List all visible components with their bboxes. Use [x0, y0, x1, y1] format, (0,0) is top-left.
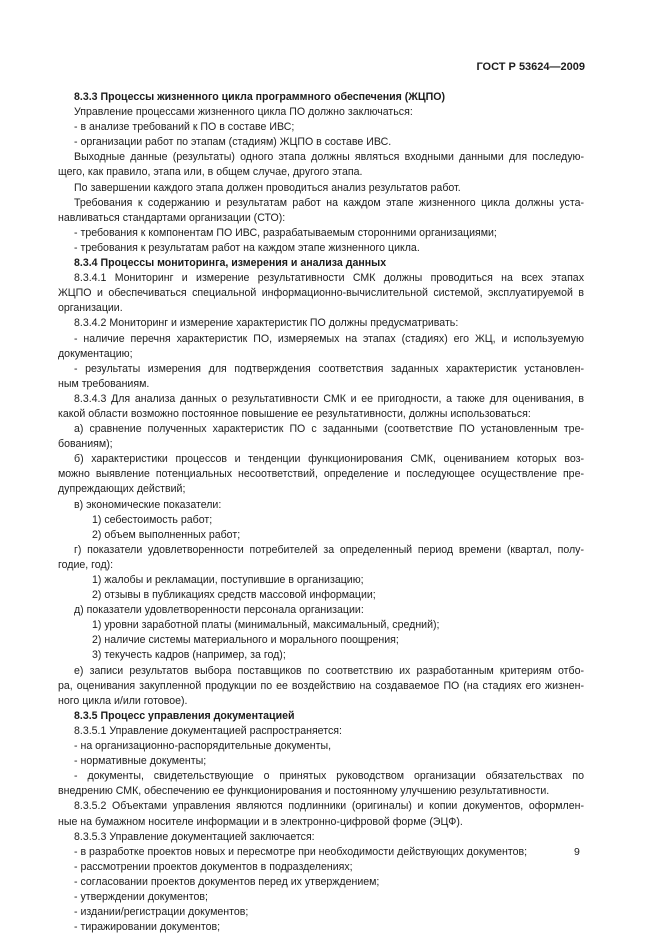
text-line: 1) жалобы и рекламации, поступившие в организацию;: [92, 574, 364, 586]
text-line: г) показатели удовлетворенности потребителей за определенный период времени (квартал, полу-: [74, 543, 584, 556]
text-line: е) записи результатов выбора поставщиков по соответствию их разработанным критериям отбо-: [74, 664, 584, 677]
text-line: а) сравнение полученных характеристик ПО с заданными (соответствие ПО установленным тре-: [74, 423, 584, 436]
text-line: - рассмотрении проектов документов в подразделениях;: [74, 860, 353, 873]
text-line: ра, оценивания закупленной продукции по ее воздействию на создаваемое ПО (на стадиях его жизнен-: [58, 679, 584, 692]
text-line: - тиражировании документов;: [74, 921, 221, 934]
text-line: Управление процессами жизненного цикла ПО должно заключаться:: [74, 106, 413, 119]
text-line: 2) наличие системы материального и морального поощрения;: [92, 634, 399, 647]
text-line: 3) текучесть кадров (например, за год);: [92, 649, 286, 662]
text-line: бованиям);: [58, 438, 113, 451]
text-line: - утверждении документов;: [74, 890, 208, 903]
text-line: 8.3.4 Процессы мониторинга, измерения и анализа данных: [74, 257, 387, 270]
text-line: - в разработке проектов новых и пересмотре при необходимости действующих документов;: [74, 845, 528, 858]
text-line: 8.3.5.2 Объектами управления являются подлинники (оригиналы) и копии документов, оформлен-: [74, 800, 584, 813]
text-line: б) характеристики процессов и тенденции функционирования СМК, оцениванием которых воз-: [74, 453, 584, 466]
text-line: - согласовании проектов документов перед их утверждением;: [74, 875, 380, 888]
text-line: - на организационно-распорядительные документы,: [74, 740, 332, 753]
text-line: 2) отзывы в публикациях средств массовой информации;: [92, 589, 376, 602]
text-line: Требования к содержанию и результатам работ на каждом этапе жизненного цикла должны уста-: [74, 196, 584, 209]
text-line: 8.3.5.1 Управление документацией распространяется:: [74, 724, 342, 737]
text-line: документацию;: [58, 347, 133, 360]
text-line: навливаться стандартами организации (СТО):: [58, 211, 286, 224]
standard-number: ГОСТ Р 53624—2009: [476, 61, 585, 73]
text-line: - наличие перечня характеристик ПО, измеряемых на этапах (стадиях) его ЖЦ, и используемую: [74, 332, 584, 345]
text-line: - организации работ по этапам (стадиям) ЖЦПО в составе ИВС.: [74, 136, 392, 149]
text-line: ЖЦПО и обеспечиваться специальной информационно-вычислительной системой, эксплуатируемой в: [58, 287, 584, 300]
text-line: годие, год):: [58, 558, 114, 571]
text-line: - документы, свидетельствующие о принятых руководством организации обязательствах по: [74, 770, 584, 783]
page-number: 9: [574, 846, 580, 858]
text-line: какой области возможно постоянное повышение ее результативности, должны использоваться:: [58, 407, 531, 420]
text-line: 8.3.4.2 Мониторинг и измерение характеристик ПО должны предусматривать:: [74, 317, 459, 330]
text-line: 8.3.5.3 Управление документацией заключается:: [74, 830, 315, 843]
text-line: ным требованиям.: [58, 377, 150, 390]
text-line: Выходные данные (результаты) одного этапа должны являться входными данными для последую-: [74, 151, 584, 164]
text-line: - требования к результатам работ на каждом этапе жизненного цикла.: [74, 241, 420, 254]
text-line: щего, как правило, этапа или, в общем случае, другого этапа.: [58, 166, 363, 179]
text-line: 1) уровни заработной платы (минимальный, максимальный, средний);: [92, 619, 440, 632]
text-line: 1) себестоимость работ;: [92, 513, 213, 526]
text-line: ные на бумажном носителе информации и в электронно-цифровой форме (ЭЦФ).: [58, 815, 463, 828]
text-line: - в анализе требований к ПО в составе ИВС;: [74, 121, 295, 134]
text-line: - требования к компонентам ПО ИВС, разрабатываемым сторонними организациями;: [74, 226, 497, 239]
text-line: - издании/регистрации документов;: [74, 906, 249, 919]
text-line: - нормативные документы;: [74, 755, 207, 768]
text-line: По завершении каждого этапа должен проводиться анализ результатов работ.: [74, 181, 461, 194]
text-line: в) экономические показатели:: [74, 498, 222, 511]
text-line: д) показатели удовлетворенности персонала организации:: [74, 604, 364, 617]
text-line: ного цикла и/или готовое).: [58, 694, 188, 707]
text-line: внедрению СМК, обеспечению ее функционирования и постоянному улучшению результативности.: [58, 785, 550, 798]
text-line: 8.3.4.1 Мониторинг и измерение результативности СМК должны проводиться на всех этапах: [74, 272, 584, 285]
text-line: организации.: [58, 302, 123, 315]
text-line: 2) объем выполненных работ;: [92, 528, 241, 541]
text-line: можно выявление потенциальных несоответствий, определение и последующее осуществление пре-: [58, 468, 584, 481]
document-body: [58, 90, 584, 935]
text-line: 8.3.5 Процесс управления документацией: [74, 709, 295, 722]
text-line: дупреждающих действий;: [58, 483, 186, 496]
text-line: 8.3.3 Процессы жизненного цикла программного обеспечения (ЖЦПО): [74, 91, 445, 103]
text-line: 8.3.4.3 Для анализа данных о результативности СМК и ее пригодности, а также для оценивания, в: [74, 392, 584, 405]
text-line: - результаты измерения для подтверждения соответствия заданных характеристик установлен-: [74, 362, 584, 375]
